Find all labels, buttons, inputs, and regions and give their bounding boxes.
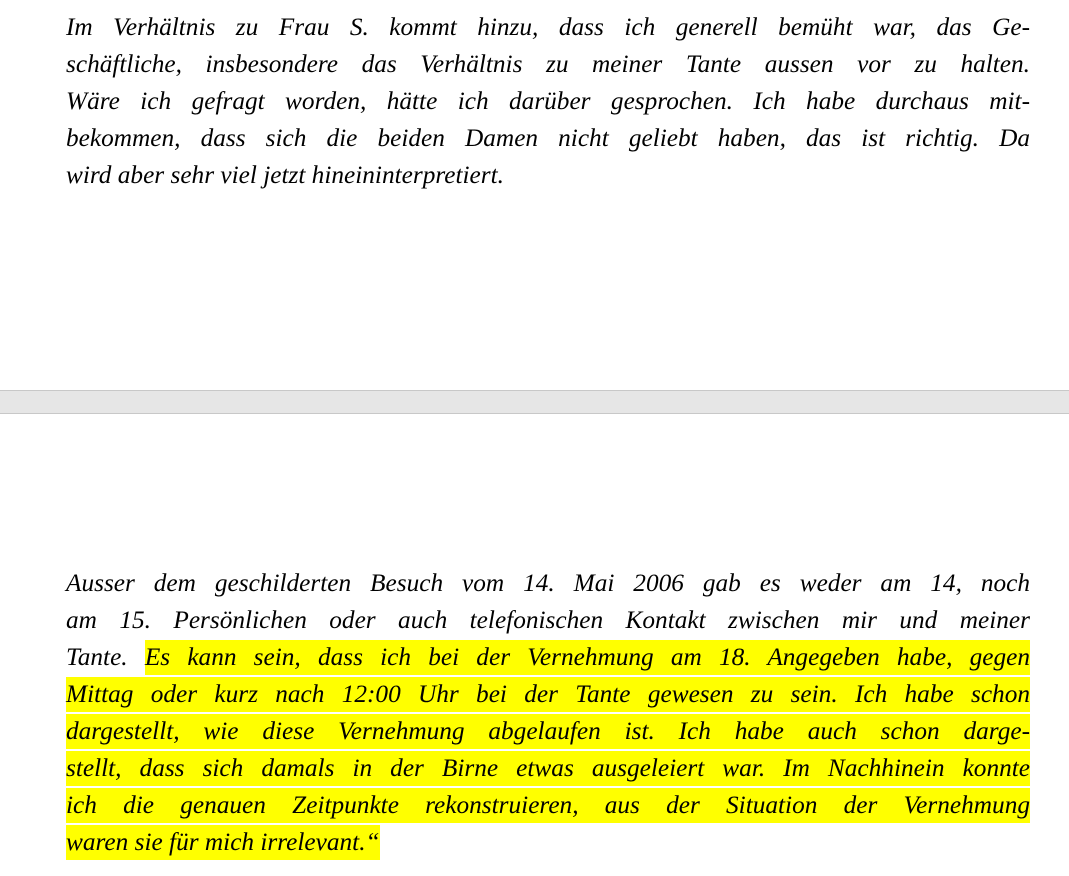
text-line-highlighted: [66, 750, 1030, 787]
paragraph-verhaeltnis-frau-s: [66, 9, 1030, 194]
text-line: Im Verhältnis zu Frau S. kommt hinzu, dass ich generell bemüht war, das Ge-: [66, 13, 1030, 41]
text-line: wird aber sehr viel jetzt hineininterpretiert.: [66, 161, 504, 189]
document-page-2: [0, 414, 1069, 876]
text-line-highlighted: [66, 824, 1030, 861]
highlighted-text: stellt, dass sich damals in der Birne etwas ausgeleiert war. Im Nachhinein konnte: [66, 751, 1030, 786]
document-page-1: [0, 0, 1069, 390]
text-line: Wäre ich gefragt worden, hätte ich darüber gesprochen. Ich habe durchaus mit-: [66, 87, 1030, 115]
text-line: schäftliche, insbesondere das Verhältnis zu meiner Tante aussen vor zu halten.: [66, 50, 1030, 78]
highlighted-text: ich die genauen Zeitpunkte rekonstruieren, aus der Situation der Vernehmung: [66, 788, 1030, 823]
text-line: bekommen, dass sich die beiden Damen nicht geliebt haben, das ist richtig. Da: [66, 124, 1030, 152]
text-line: am 15. Persönlichen oder auch telefonischen Kontakt zwischen mir und meiner: [66, 606, 1030, 634]
highlighted-text: waren sie für mich irrelevant.“: [66, 825, 380, 860]
text-line-highlighted: [66, 787, 1030, 824]
page-separator: [0, 390, 1069, 414]
paragraph-besuch-14-mai: [66, 565, 1030, 861]
highlighted-text: Mittag oder kurz nach 12:00 Uhr bei der Tante gewesen zu sein. Ich habe schon: [66, 677, 1030, 712]
text-line-mixed: [66, 639, 1030, 676]
text-plain: Tante.: [66, 643, 145, 671]
text-line-highlighted: [66, 713, 1030, 750]
highlighted-text: dargestellt, wie diese Vernehmung abgelaufen ist. Ich habe auch schon darge-: [66, 714, 1030, 749]
text-line-highlighted: [66, 676, 1030, 713]
text-line: Ausser dem geschilderten Besuch vom 14. Mai 2006 gab es weder am 14, noch: [66, 569, 1030, 597]
highlighted-text: Es kann sein, dass ich bei der Vernehmung am 18. Angegeben habe, gegen: [145, 640, 1030, 675]
